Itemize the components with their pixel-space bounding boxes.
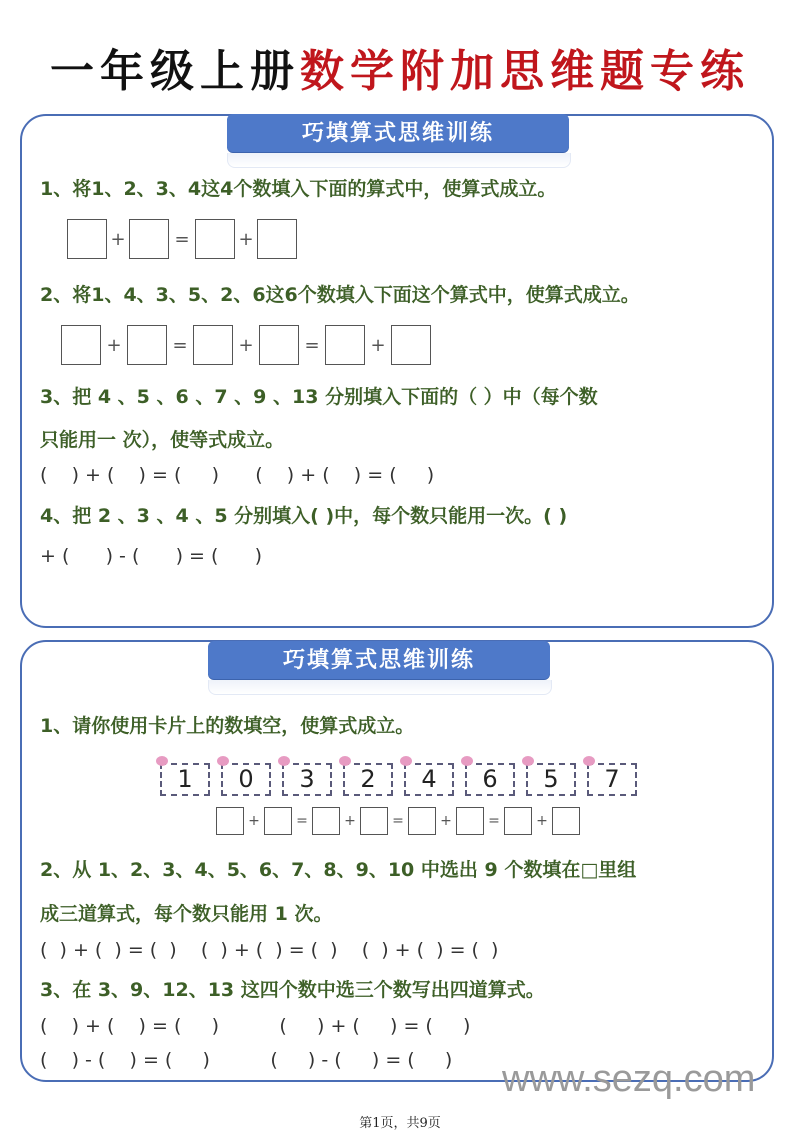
number-card: 4 bbox=[404, 763, 454, 796]
banner-reflection bbox=[227, 153, 571, 168]
banner-reflection bbox=[208, 680, 552, 695]
s1-question-3-line2: 只能用一 次），使等式成立。 bbox=[40, 429, 285, 451]
number-card: 7 bbox=[587, 763, 637, 796]
s1-question-3-line1: 3、把 4 、5 、6 、7 、9 、13 分别填入下面的（ ）中（每个数 bbox=[40, 386, 598, 408]
number-card: 1 bbox=[160, 763, 210, 796]
section2-banner: 巧填算式思维训练 bbox=[208, 641, 550, 679]
flower-icon bbox=[583, 756, 595, 766]
answer-box[interactable] bbox=[257, 219, 297, 259]
plus-sign: + bbox=[370, 334, 386, 356]
plus-sign: + bbox=[440, 813, 452, 829]
flower-icon bbox=[400, 756, 412, 766]
s1-q1-equation bbox=[67, 219, 297, 259]
equals-sign: = bbox=[174, 228, 190, 250]
answer-box[interactable] bbox=[325, 325, 365, 365]
flower-icon bbox=[278, 756, 290, 766]
plus-sign: + bbox=[238, 228, 254, 250]
s2-question-2-line1: 2、从 1、2、3、4、5、6、7、8、9、10 中选出 9 个数填在□里组 bbox=[40, 859, 637, 881]
number-card: 0 bbox=[221, 763, 271, 796]
equals-sign: = bbox=[392, 813, 404, 829]
answer-box[interactable] bbox=[552, 807, 580, 835]
number-card: 6 bbox=[465, 763, 515, 796]
page-footer: 第1页，共9页 bbox=[359, 1116, 441, 1131]
section1-banner: 巧填算式思维训练 bbox=[227, 114, 569, 152]
plus-sign: + bbox=[238, 334, 254, 356]
answer-box[interactable] bbox=[264, 807, 292, 835]
answer-box[interactable] bbox=[193, 325, 233, 365]
answer-box[interactable] bbox=[259, 325, 299, 365]
number-card: 2 bbox=[343, 763, 393, 796]
s2-q3-equation-2[interactable]: ( ) - ( ) = ( ) ( ) - ( ) = ( ) bbox=[40, 1049, 453, 1071]
equals-sign: = bbox=[296, 813, 308, 829]
answer-box[interactable] bbox=[456, 807, 484, 835]
answer-box[interactable] bbox=[408, 807, 436, 835]
s2-q1-equation bbox=[216, 807, 580, 835]
equals-sign: = bbox=[304, 334, 320, 356]
answer-box[interactable] bbox=[61, 325, 101, 365]
s1-q3-equation[interactable]: ( ) + ( ) = ( ) ( ) + ( ) = ( ) bbox=[40, 464, 435, 486]
plus-sign: + bbox=[106, 334, 122, 356]
s2-q2-equation[interactable]: ( ) + ( ) = ( ) ( ) + ( ) = ( ) ( ) + ( ) = ( ) bbox=[40, 939, 499, 961]
flower-icon bbox=[156, 756, 168, 766]
page-title bbox=[0, 42, 800, 102]
number-card: 5 bbox=[526, 763, 576, 796]
flower-icon bbox=[217, 756, 229, 766]
answer-box[interactable] bbox=[216, 807, 244, 835]
answer-box[interactable] bbox=[67, 219, 107, 259]
flower-icon bbox=[522, 756, 534, 766]
watermark: www.sezq.com bbox=[502, 1058, 756, 1100]
answer-box[interactable] bbox=[127, 325, 167, 365]
answer-box[interactable] bbox=[391, 325, 431, 365]
s2-question-3: 3、在 3、9、12、13 这四个数中选三个数写出四道算式。 bbox=[40, 979, 545, 1001]
answer-box[interactable] bbox=[312, 807, 340, 835]
answer-box[interactable] bbox=[360, 807, 388, 835]
answer-box[interactable] bbox=[129, 219, 169, 259]
title-black-part: 一年级上册 bbox=[50, 46, 300, 97]
number-cards bbox=[160, 763, 637, 796]
s1-question-1: 1、将1、2、3、4这4个数填入下面的算式中，使算式成立。 bbox=[40, 178, 557, 200]
flower-icon bbox=[461, 756, 473, 766]
answer-box[interactable] bbox=[504, 807, 532, 835]
plus-sign: + bbox=[536, 813, 548, 829]
equals-sign: = bbox=[488, 813, 500, 829]
s2-question-1: 1、请你使用卡片上的数填空，使算式成立。 bbox=[40, 715, 415, 737]
s2-q3-equation-1[interactable]: ( ) + ( ) = ( ) ( ) + ( ) = ( ) bbox=[40, 1015, 471, 1037]
title-red-part: 数学附加思维题专练 bbox=[300, 46, 750, 97]
s1-question-2: 2、将1、4、3、5、2、6这6个数填入下面这个算式中，使算式成立。 bbox=[40, 284, 640, 306]
plus-sign: + bbox=[248, 813, 260, 829]
answer-box[interactable] bbox=[195, 219, 235, 259]
s1-question-4: 4、把 2 、3 、4 、5 分别填入( )中，每个数只能用一次。( ) bbox=[40, 505, 568, 527]
number-card: 3 bbox=[282, 763, 332, 796]
flower-icon bbox=[339, 756, 351, 766]
plus-sign: + bbox=[110, 228, 126, 250]
s1-q2-equation bbox=[61, 325, 431, 365]
s1-q4-equation[interactable]: + ( ) - ( ) = ( ) bbox=[40, 545, 263, 567]
plus-sign: + bbox=[344, 813, 356, 829]
equals-sign: = bbox=[172, 334, 188, 356]
s2-question-2-line2: 成三道算式，每个数只能用 1 次。 bbox=[40, 903, 333, 925]
